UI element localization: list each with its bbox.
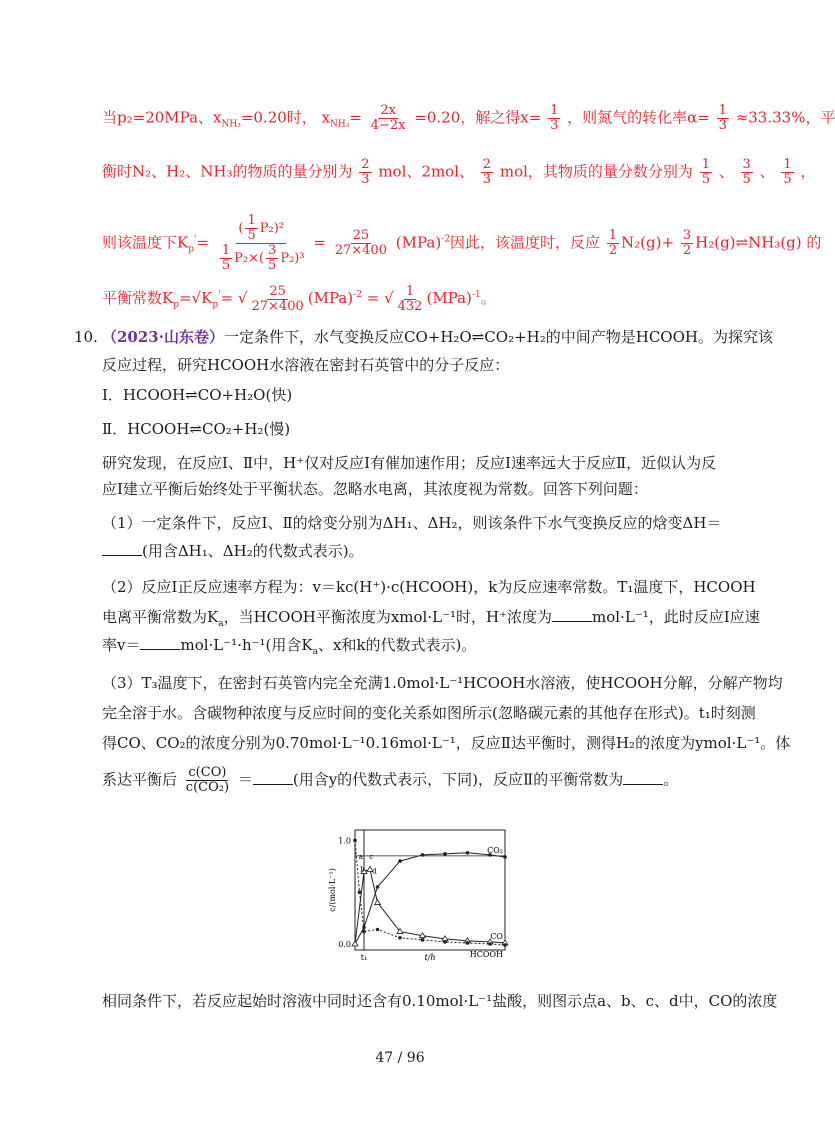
- fraction: $\frac{2x}{4-2x}$: [370, 103, 406, 133]
- question-line-1: （2023·山东卷）一定条件下，水气变换反应CO+H₂O⇌CO₂+H₂的中间产物是HCOOH。为探究该: [102, 328, 773, 346]
- subquestion-3d: 系达平衡后 $\frac{c(CO)}{\text{c(CO₂)}}$ ＝ (用含y的代数式表示，下同)，反应Ⅱ的平衡常数为 。: [102, 765, 679, 795]
- reaction-2: Ⅱ．HCOOH⇌CO₂+H₂(慢): [102, 420, 291, 438]
- y-tick-label: 1.0: [338, 836, 351, 846]
- data-point: [362, 930, 366, 934]
- y-tick-label: 0.0: [338, 940, 351, 949]
- y-axis-label: c/(mol·L⁻¹): [328, 868, 337, 912]
- fraction: $\frac{1}{3}$: [550, 103, 559, 133]
- subquestion-3c: 得CO、CO₂的浓度分别为0.70mol·L⁻¹0.16mol·L⁻¹，反应Ⅱ达平衡时，测得H₂的浓度为ymol·L⁻¹。体: [102, 734, 791, 752]
- subquestion-2b: 电离平衡常数为$K_a$，当HCOOH平衡浓度为xmol·L⁻¹时，H⁺浓度为 mol·L⁻¹，此时反应Ⅰ应速: [102, 608, 760, 629]
- answer-blank[interactable]: [102, 541, 142, 556]
- data-point: [443, 852, 447, 856]
- subquestion-3b: 完全溶于水。含碳物种浓度与反应时间的变化关系如图所示(忽略碳元素的其他存在形式)。t₁时刻测: [102, 704, 756, 722]
- subquestion-2a: （2）反应Ⅰ正反应速率方程为：v＝kc(H⁺)·c(HCOOH)，k为反应速率常数。T₁温度下，HCOOH: [102, 578, 756, 596]
- data-point: [353, 839, 357, 843]
- subquestion-3a: （3）T₃温度下，在密封石英管内完全充满1.0mol·L⁻¹HCOOH水溶液，使HCOOH分解，分解产物均: [102, 674, 783, 692]
- data-point: [488, 942, 492, 946]
- fraction: $\frac{25}{27\times 400}$: [334, 228, 387, 258]
- reaction-1: Ⅰ．HCOOH⇌CO+H₂O(快): [102, 386, 293, 404]
- point-label: d: [372, 867, 377, 876]
- data-point: [466, 851, 470, 855]
- data-point: [443, 940, 447, 944]
- subquestion-1a: （1）一定条件下，反应Ⅰ、Ⅱ的焓变分别为ΔH₁、ΔH₂，则该条件下水气变换反应的焓变ΔH＝: [102, 514, 722, 532]
- question-line-last: 相同条件下，若反应起始时溶液中同时还含有0.10mol·L⁻¹盐酸，则图示点a、b、c、d中，CO的浓度: [102, 992, 778, 1010]
- fraction: $\frac{3}{2}$: [682, 228, 692, 258]
- data-point: [421, 938, 425, 942]
- fraction: $\frac{1}{432}$: [397, 283, 423, 314]
- fraction: $\frac{1}{3}$: [718, 103, 727, 133]
- question-line-2: 反应过程，研究HCOOH水溶液在密封石英管中的分子反应：: [102, 356, 510, 374]
- data-point: [503, 943, 507, 947]
- page-number: 47 / 96: [375, 1050, 425, 1066]
- x-axis-label: t/h: [424, 953, 436, 962]
- answer-blank[interactable]: [253, 770, 293, 785]
- point-label: b: [360, 865, 365, 874]
- data-point: [398, 936, 402, 940]
- data-point: [376, 928, 380, 932]
- data-point: [421, 853, 425, 857]
- answer-blank[interactable]: [140, 635, 180, 650]
- fraction: $\frac{1}{2}$: [608, 228, 618, 258]
- fraction: $\frac{2}{3}$: [361, 157, 370, 187]
- answer-blank[interactable]: [623, 770, 663, 785]
- subquestion-2c: 率v＝ mol·L⁻¹·h⁻¹(用含$K_a$、x和k的代数式表示)。: [102, 636, 477, 657]
- x-tick-label: t₁: [360, 953, 368, 962]
- question-number: 10.: [74, 328, 98, 346]
- fraction: $\frac{25}{27\times 400}$: [251, 283, 304, 314]
- question-line-4: 应Ⅰ建立平衡后始终处于平衡状态。忽略水电离，其浓度视为常数。回答下列问题：: [102, 480, 648, 498]
- series-line: [355, 869, 505, 944]
- solution-line-2: 衡时N₂、H₂、NH₃的物质的量分别为 $\frac{2}{3}$ mol、2mol、 $\frac{2}{3}$ mol，其物质的量分数分别为 $\frac{1}{5}$ 、 $\frac{3}{5}$ 、 $\frac{1}{5}$ ，: [102, 157, 816, 187]
- solution-line-4: 平衡常数$K_p=√K_p'=$ √ $\frac{25}{27\times 400}$ (MPa)$^{-2}$ = √ $\frac{1}{432}$ (MPa)$^{-1}$。: [102, 283, 496, 314]
- data-point: [352, 941, 358, 946]
- data-point: [466, 941, 470, 945]
- fraction: $\frac{3}{5}$: [742, 157, 751, 187]
- answer-blank[interactable]: [552, 607, 592, 622]
- solution-line-1: 当p₂=20MPa、$x_{NH_3}=0.20$时， $x_{NH_3}=$ $\frac{2x}{4-2x}$ =0.20，解之得x= $\frac{1}{3}$ ，则氮气的转化率α= $\frac{1}{3}$ ≈33.33%，平: [102, 103, 835, 133]
- data-point: [358, 890, 362, 894]
- fraction: $\frac{1}{5}$: [701, 157, 710, 187]
- series-label: CO₂: [487, 845, 503, 855]
- data-point: [398, 859, 402, 863]
- subquestion-1b: (用含ΔH₁、ΔH₂的代数式表示)。: [102, 540, 364, 562]
- point-label: a: [358, 853, 363, 862]
- fraction: $\frac{2}{3}$: [482, 157, 492, 187]
- fraction-kp: ( $\frac{1}{5}$ P₂)² $\frac{1}{5}$ P₂×( $\frac{3}{5}$ P₂)³: [221, 213, 305, 273]
- data-point: [376, 885, 380, 889]
- data-point: [375, 900, 381, 905]
- series-label: HCOOH: [469, 950, 503, 960]
- fraction-co-co2: $\frac{c(CO)}{\text{c(CO₂)}}$: [185, 765, 230, 795]
- solution-line-3: 则该温度下$K_p'=$ ( $\frac{1}{5}$ P₂)² $\frac{1}{5}$ P₂×( $\frac{3}{5}$ P₂)³ = $\frac{25}{27\times 400}$ (MPa)$^{-2}$因此，该温度时，反应 $\frac{1}{2}$ N₂(g)+ $\frac{3}{2}$ H₂(g)⇌NH₃(g) 的: [102, 213, 822, 273]
- concentration-time-chart: [325, 824, 515, 974]
- point-label: c: [369, 853, 374, 862]
- series-label: CO: [490, 931, 503, 941]
- fraction: $\frac{1}{5}$: [783, 157, 792, 187]
- question-source: （2023·山东卷）: [102, 328, 224, 346]
- plot-frame: [355, 830, 505, 950]
- question-line-3: 研究发现，在反应Ⅰ、Ⅱ中，H⁺仅对反应Ⅰ有催加速作用；反应Ⅰ速率远大于反应Ⅱ，近似认为反: [102, 454, 717, 472]
- data-point: [503, 855, 507, 859]
